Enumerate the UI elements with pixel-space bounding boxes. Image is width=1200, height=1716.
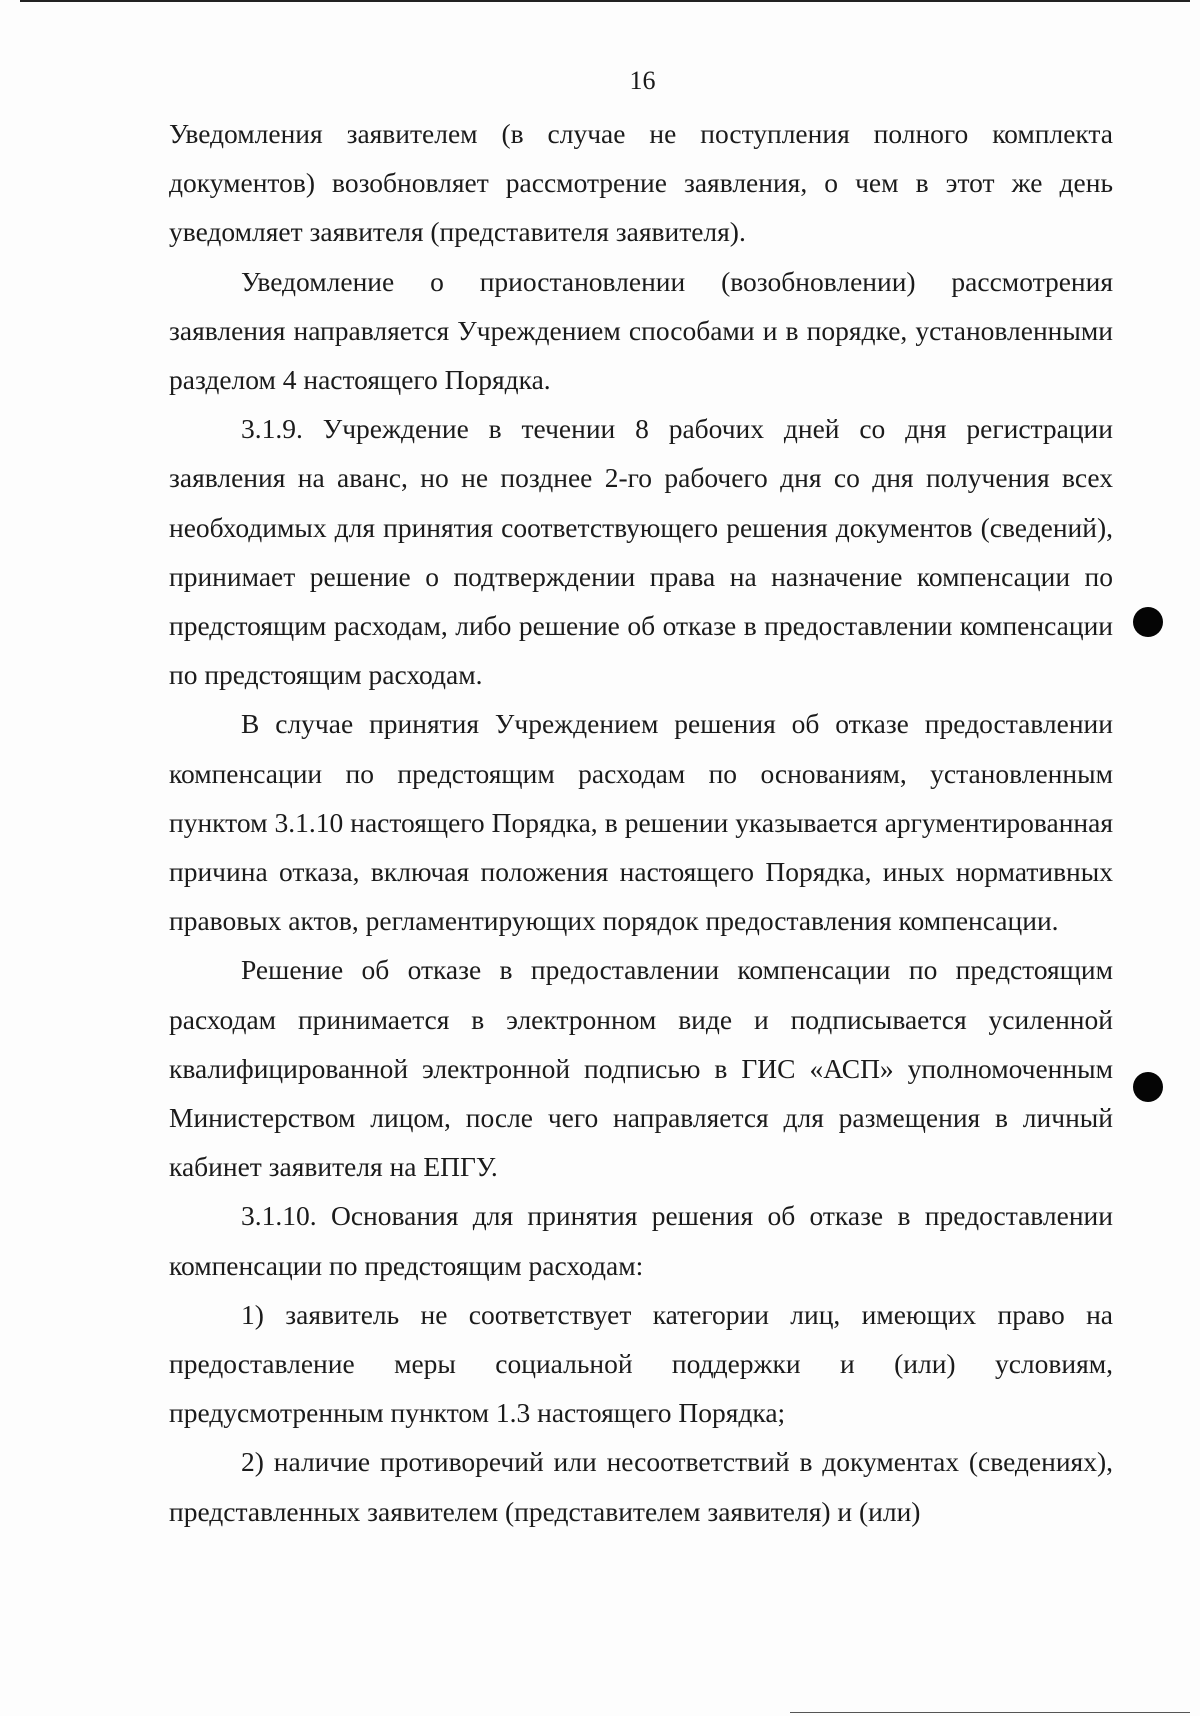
- page-number: 16: [629, 66, 656, 95]
- paragraph-2: Уведомление о приостановлении (возобновлении) рассмотрения заявления направляется Учреждением способами и в порядке, установленными разделом 4 настоящего Порядка.: [169, 265, 1113, 396]
- binder-hole-mark: [1133, 1072, 1163, 1102]
- paragraph-1: Уведомления заявителем (в случае не поступления полного комплекта документов) возобновляет рассмотрение заявления, о чем в этот же день уведомляет заявителя (представителя заявителя).: [169, 118, 1113, 248]
- paragraph-5: Решение об отказе в предоставлении компенсации по предстоящим расходам принимается в электронном виде и подписывается усиленной квалифицированной электронной подписью в ГИС «АСП» уполномоченным Министерством лицом, после чего направляется для размещения в личный кабинет заявителя на ЕПГУ.: [169, 954, 1113, 1183]
- paragraph-4: В случае принятия Учреждением решения об отказе предоставлении компенсации по предстоящим расходам по основаниям, установленным пунктом 3.1.10 настоящего Порядка, в решении указывается аргументированная причина отказа, включая положения настоящего Порядка, иных нормативных правовых актов, регламентирующих порядок предоставления компенсации.: [169, 708, 1113, 937]
- paragraph-3: 3.1.9. Учреждение в течении 8 рабочих дней со дня регистрации заявления на аванс, но не позднее 2-го рабочего дня со дня получения всех необходимых для принятия соответствующего решения документов (сведений), принимает решение о подтверждении права на назначение компенсации по предстоящим расходам, либо решение об отказе в предоставлении компенсации по предстоящим расходам.: [169, 413, 1113, 691]
- paragraph-7: 1) заявитель не соответствует категории лиц, имеющих право на предоставление меры социальной поддержки и (или) условиям, предусмотренным пунктом 1.3 настоящего Порядка;: [169, 1298, 1113, 1429]
- binder-hole-mark: [1133, 607, 1163, 637]
- scan-top-edge: [20, 0, 1190, 2]
- paragraph-8: 2) наличие противоречий или несоответствий в документах (сведениях), представленных заявителем (представителем заявителя) и (или): [169, 1446, 1113, 1527]
- document-body: [169, 109, 1113, 1536]
- scan-bottom-edge: [790, 1712, 1190, 1713]
- paragraph-6: 3.1.10. Основания для принятия решения об отказе в предоставлении компенсации по предстоящим расходам:: [169, 1200, 1113, 1281]
